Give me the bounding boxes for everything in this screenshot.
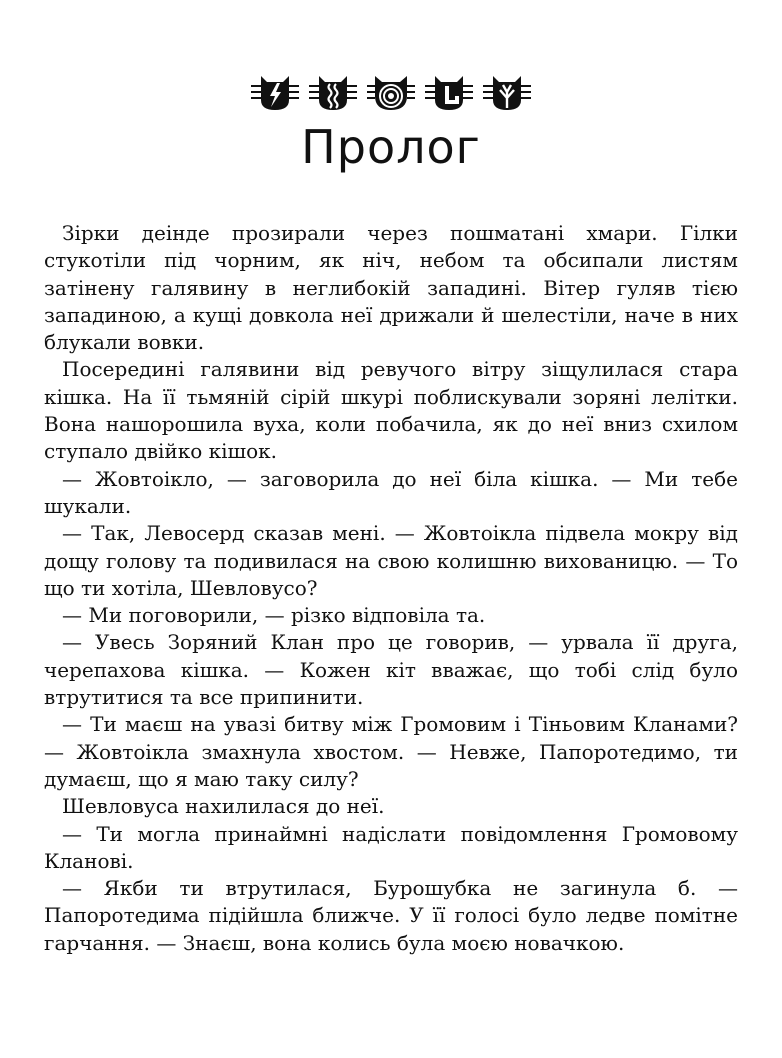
spiral-cat-icon [367, 72, 415, 112]
paragraph: Шевловуса нахилилася до неї. [62, 794, 385, 819]
lightning-cat-icon [251, 72, 299, 112]
paragraph: — Увесь Зоряний Клан про це говорив, — урвала її друга, черепахова кішка. — Кожен кіт вважає, що тобі слід було втрутитися та все припинити. [44, 630, 738, 710]
paragraph: — Ти могла принаймні надіслати повідомлення Громовому Кланові. [44, 821, 738, 873]
paragraph: Посередині галявини від ревучого вітру зіщулилася стара кішка. На її тьмяній сірій шкурі поблискували зоряні лелітки. Вона нашорошила вуха, коли побачила, як до неї вниз схилом ступало двійко кішок. [44, 357, 738, 464]
prologue-text [44, 220, 738, 957]
moon-cat-icon [425, 72, 473, 112]
paragraph: — Жовтоікло, — заговорила до неї біла кішка. — Ми тебе шукали. [44, 466, 738, 518]
leaf-cat-icon [483, 72, 531, 112]
chapter-title: Пролог [301, 120, 481, 174]
clan-emblems [0, 72, 782, 112]
paragraph: — Якби ти втрутилася, Бурошубка не загинула б. — Папоротедима підійшла ближче. У її голосі було ледве помітне гарчання. — Знаєш, вона колись була моєю новачкою. [44, 876, 738, 955]
wave-cat-icon [309, 72, 357, 112]
paragraph: — Ти маєш на увазі битву між Громовим і Тіньовим Кланами? — Жовтоікла змахнула хвостом. — Невже, Папоротедимо, ти думаєш, що я маю таку силу? [44, 712, 738, 791]
paragraph: Зірки деінде прозирали через пошматані хмари. Гілки стукотіли під чорним, як ніч, небом та обсипали листям затінену галявину в неглибокій западині. Вітер гуляв тією западиною, а кущі довкола неї дрижали й шелестіли, наче в них блукали вовки. [44, 221, 738, 355]
paragraph: — Так, Левосерд сказав мені. — Жовтоікла підвела мокру від дощу голову та подивилася на свою колишню вихованицю. — То що ти хотіла, Шевловусо? [44, 521, 738, 600]
paragraph: — Ми поговорили, — різко відповіла та. [62, 603, 486, 628]
